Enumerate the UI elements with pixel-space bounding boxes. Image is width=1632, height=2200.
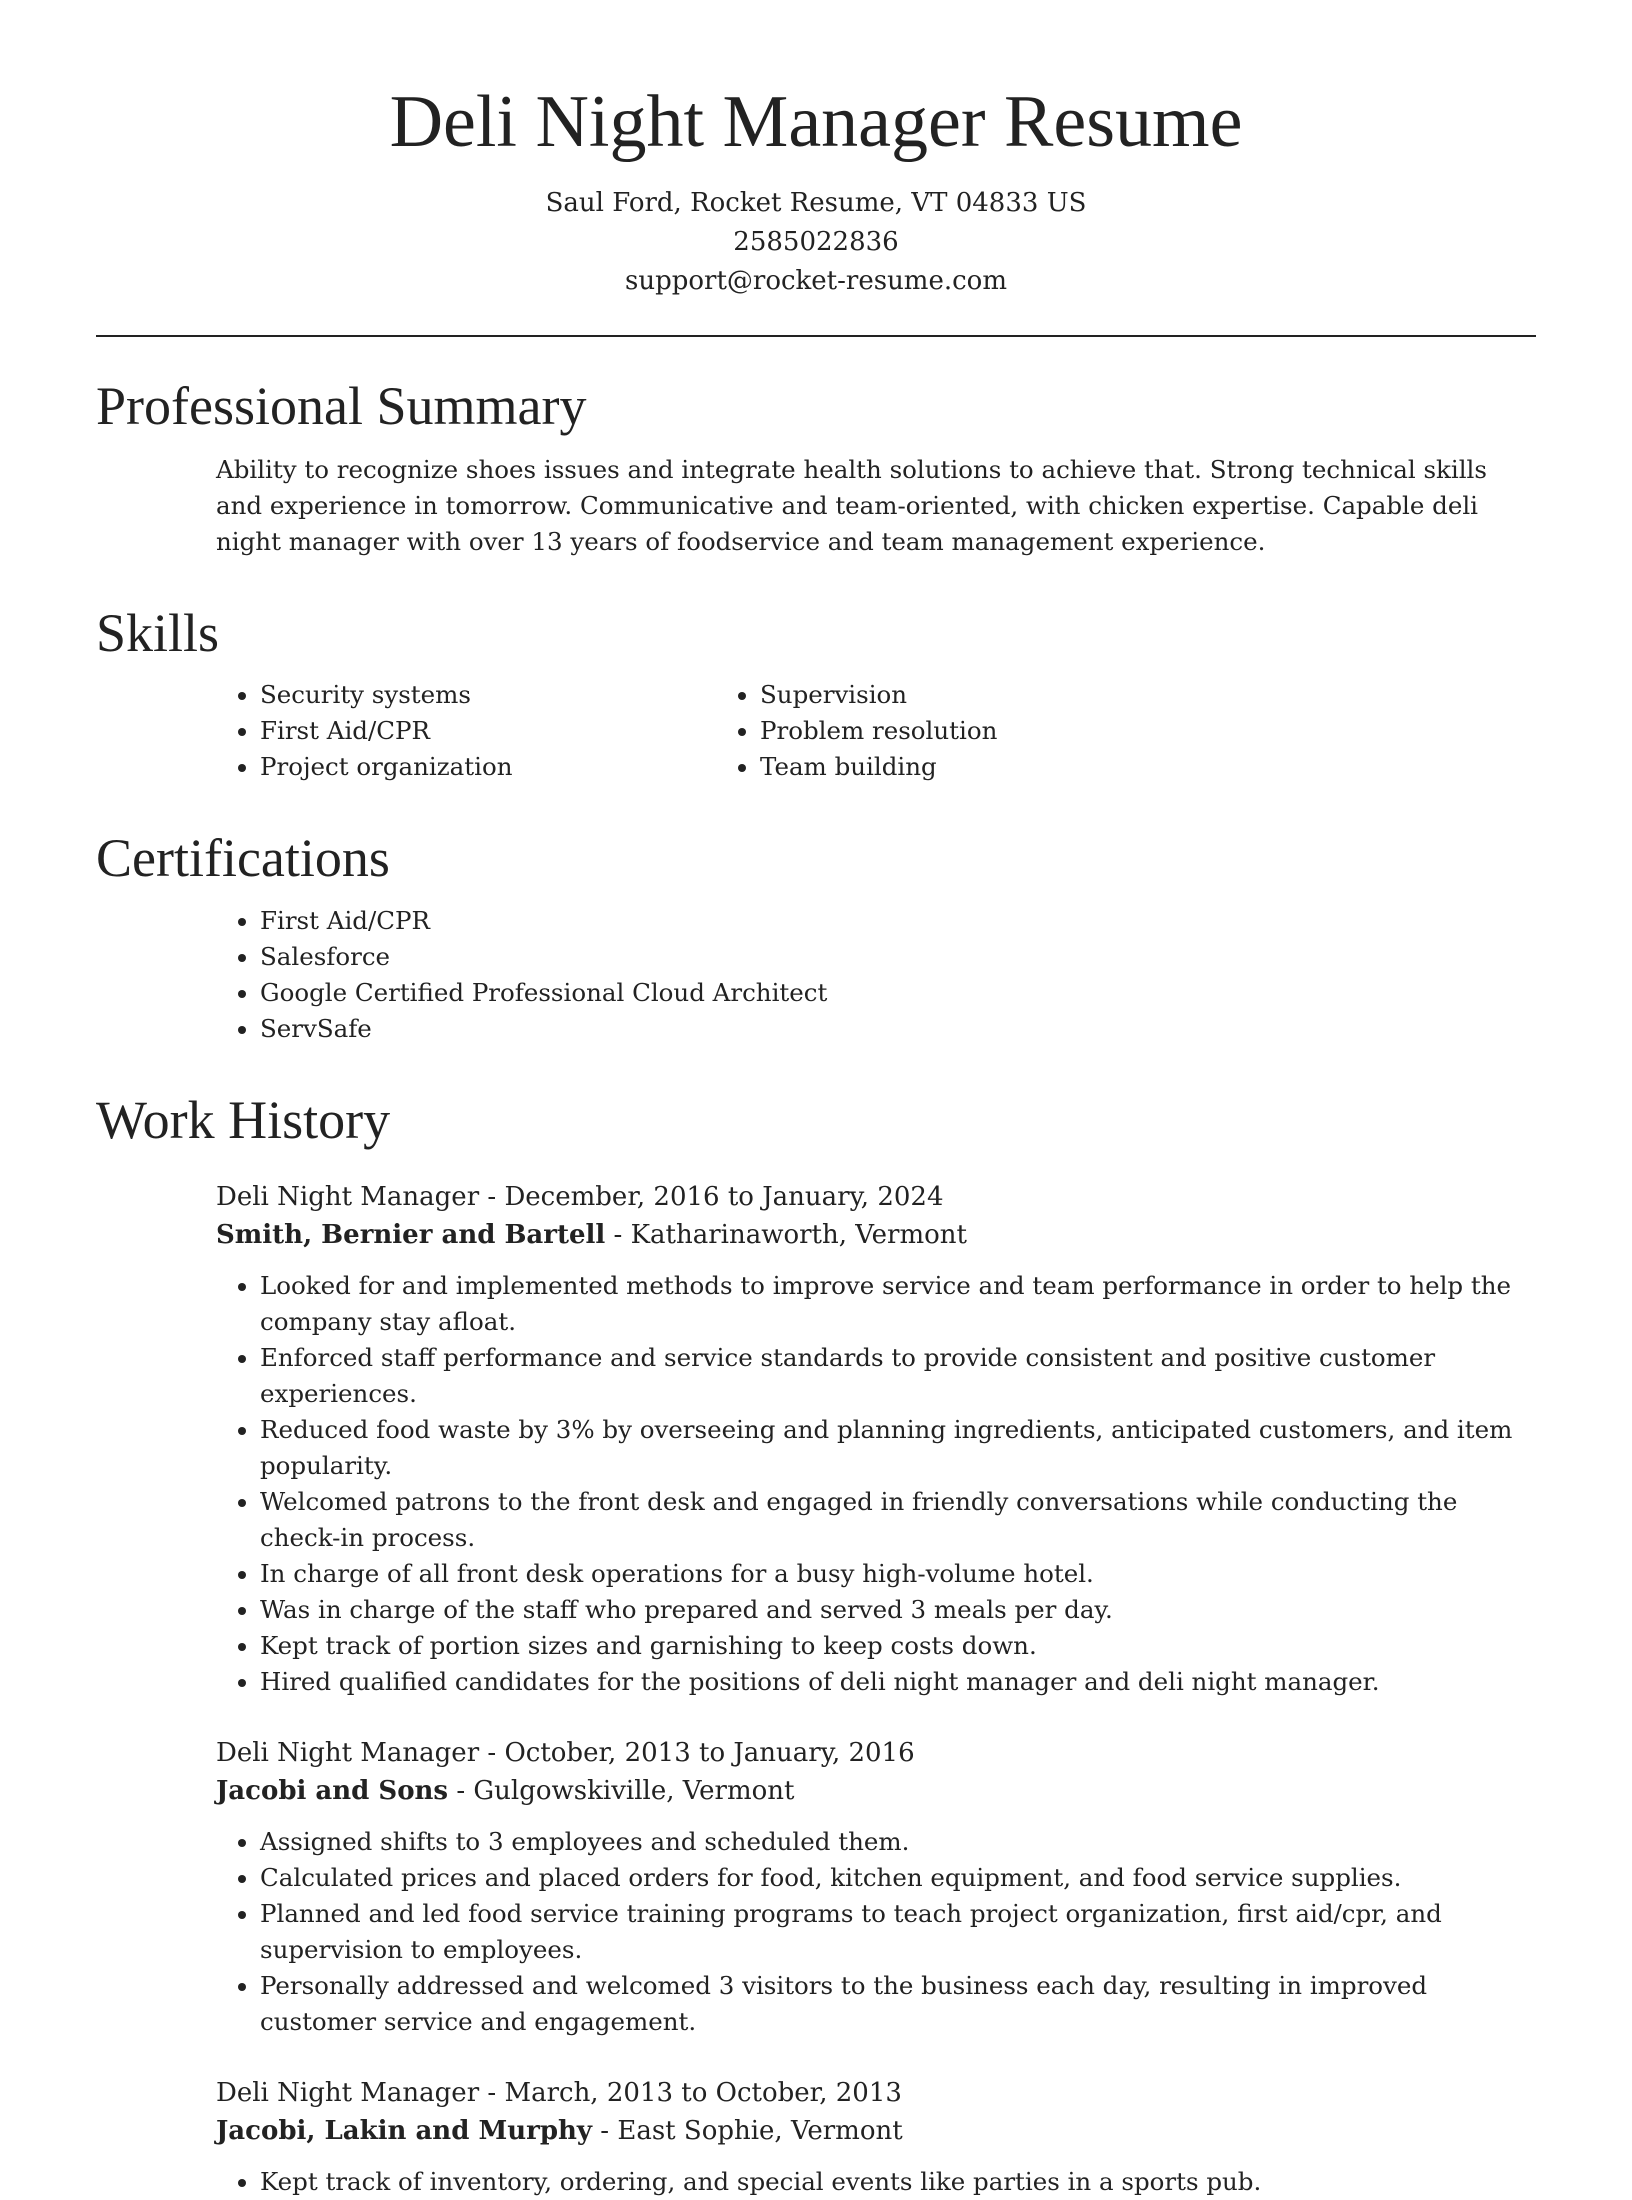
work-history-heading: Work History bbox=[96, 1089, 391, 1150]
certification-item: • Salesforce bbox=[260, 939, 1536, 975]
job-title: Deli Night Manager bbox=[216, 2078, 480, 2109]
certification-item: • First Aid/CPR bbox=[260, 903, 1536, 939]
job-bullet: • Personally addressed and welcomed 3 visitors to the business each day, resulting in improved customer service and engagement. bbox=[260, 1968, 1536, 2040]
job-bullets bbox=[216, 1268, 1536, 1700]
job-title-line: Deli Night Manager - March, 2013 to October, 2013 bbox=[216, 2078, 902, 2109]
job-dates: October, 2013 to January, 2016 bbox=[504, 1738, 915, 1769]
job-bullet: • Enforced staff performance and service standards to provide consistent and positive customer experiences. bbox=[260, 1340, 1536, 1412]
contact-address: Saul Ford, Rocket Resume, VT 04833 US bbox=[545, 187, 1087, 218]
certification-item: • ServSafe bbox=[260, 1011, 1536, 1047]
skill-item: • Supervision bbox=[760, 677, 997, 713]
skill-item: • First Aid/CPR bbox=[260, 713, 746, 749]
contact-email: support@rocket-resume.com bbox=[624, 265, 1007, 296]
job-bullets bbox=[216, 1824, 1536, 2040]
certification-item: • Google Certified Professional Cloud Architect bbox=[260, 975, 1536, 1011]
job-location: East Sophie, Vermont bbox=[617, 2116, 903, 2147]
job-bullet: • Hired qualified candidates for the positions of deli night manager and deli night manager. bbox=[260, 1664, 1536, 1700]
certifications-heading: Certifications bbox=[96, 828, 390, 889]
job-entry bbox=[216, 2074, 1536, 2200]
summary-heading: Professional Summary bbox=[96, 375, 587, 436]
skills-column-right bbox=[746, 677, 997, 785]
job-title: Deli Night Manager bbox=[216, 1738, 480, 1769]
job-company-line: Jacobi and Sons - Gulgowskiville, Vermont bbox=[216, 1776, 795, 1807]
header-divider bbox=[96, 335, 1536, 337]
job-bullet: • Kept track of portion sizes and garnishing to keep costs down. bbox=[260, 1628, 1536, 1664]
job-title-line: Deli Night Manager - December, 2016 to January, 2024 bbox=[216, 1182, 944, 1213]
certifications-list bbox=[96, 903, 1536, 1047]
job-bullet: • Welcomed patrons to the front desk and engaged in friendly conversations while conducting the check-in process. bbox=[260, 1484, 1536, 1556]
skill-item: • Security systems bbox=[260, 677, 746, 713]
job-location: Katharinaworth, Vermont bbox=[630, 1220, 967, 1251]
skills-heading: Skills bbox=[96, 603, 220, 664]
job-bullet: • Calculated prices and placed orders for food, kitchen equipment, and food service supplies. bbox=[260, 1860, 1536, 1896]
resume-header bbox=[96, 0, 1536, 301]
resume-title: Deli Night Manager Resume bbox=[389, 81, 1243, 163]
summary-text: Ability to recognize shoes issues and integrate health solutions to achieve that. Strong technical skills and experience in tomorrow. Communicative and team-oriented, with chicken expertise. Capable deli night manager with over 13 years of foodservice and team management experience. bbox=[216, 455, 1487, 557]
skills-column-left bbox=[96, 677, 746, 785]
job-dates: March, 2013 to October, 2013 bbox=[504, 2078, 902, 2109]
contact-block bbox=[96, 184, 1536, 301]
contact-phone: 2585022836 bbox=[733, 226, 899, 257]
skill-item: • Problem resolution bbox=[760, 713, 997, 749]
job-dates: December, 2016 to January, 2024 bbox=[504, 1182, 944, 1213]
job-company-line: Smith, Bernier and Bartell - Katharinaworth, Vermont bbox=[216, 1220, 967, 1251]
job-entry bbox=[216, 1178, 1536, 1700]
job-company-line: Jacobi, Lakin and Murphy - East Sophie, Vermont bbox=[216, 2116, 903, 2147]
job-bullet: • Looked for and implemented methods to improve service and team performance in order to help the company stay afloat. bbox=[260, 1268, 1536, 1340]
job-company: Smith, Bernier and Bartell bbox=[216, 1220, 606, 1251]
job-entry bbox=[216, 1734, 1536, 2040]
job-bullet: • In charge of all front desk operations for a busy high-volume hotel. bbox=[260, 1556, 1536, 1592]
job-title-line: Deli Night Manager - October, 2013 to January, 2016 bbox=[216, 1738, 915, 1769]
skill-item: • Project organization bbox=[260, 749, 746, 785]
job-bullet: • Reduced food waste by 3% by overseeing and planning ingredients, anticipated customers, and item popularity. bbox=[260, 1412, 1536, 1484]
skills-list bbox=[96, 663, 1536, 785]
job-location: Gulgowskiville, Vermont bbox=[473, 1776, 795, 1807]
job-company: Jacobi and Sons bbox=[216, 1776, 449, 1807]
skill-item: • Team building bbox=[760, 749, 997, 785]
job-bullets bbox=[216, 2164, 1536, 2200]
job-bullet: • Kept track of inventory, ordering, and special events like parties in a sports pub. bbox=[260, 2164, 1536, 2200]
job-title: Deli Night Manager bbox=[216, 1182, 480, 1213]
job-company: Jacobi, Lakin and Murphy bbox=[216, 2116, 593, 2147]
job-bullet: • Was in charge of the staff who prepared and served 3 meals per day. bbox=[260, 1592, 1536, 1628]
job-bullet: • Assigned shifts to 3 employees and scheduled them. bbox=[260, 1824, 1536, 1860]
job-bullet: • Planned and led food service training programs to teach project organization, first aid/cpr, and supervision to employees. bbox=[260, 1896, 1536, 1968]
